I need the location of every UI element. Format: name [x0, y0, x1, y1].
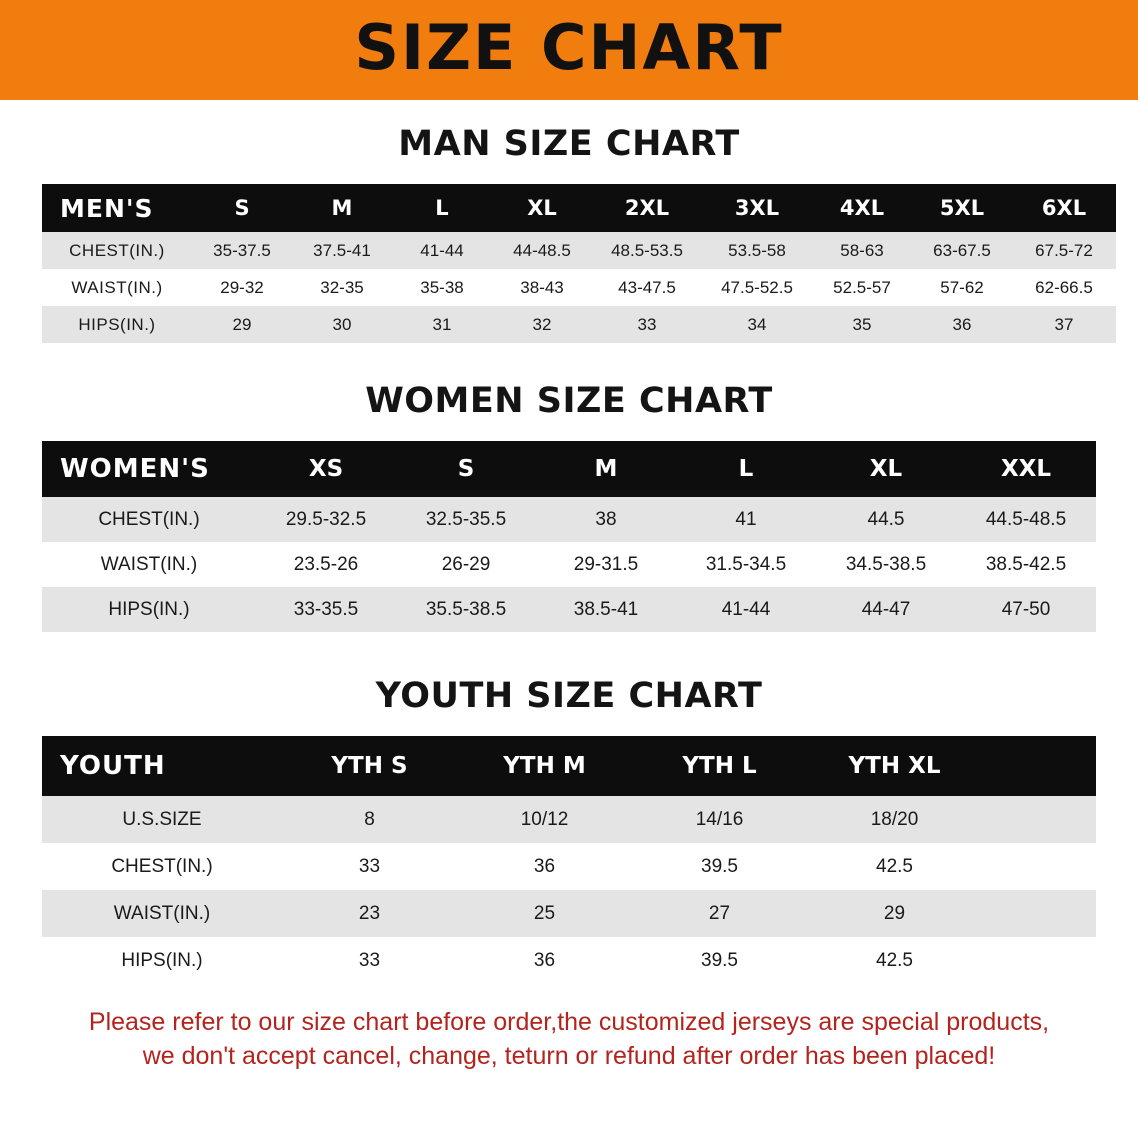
- women-col-header: L: [676, 441, 816, 497]
- women-cell: 38.5-42.5: [956, 542, 1096, 587]
- youth-cell: 36: [457, 937, 632, 984]
- youth-cell: 14/16: [632, 796, 807, 843]
- youth-cell: 18/20: [807, 796, 982, 843]
- youth-cell: 39.5: [632, 843, 807, 890]
- table-row: [42, 232, 1116, 269]
- youth-cell: 27: [632, 890, 807, 937]
- table-row: [42, 843, 1096, 890]
- page-banner: [0, 0, 1138, 100]
- women-cell: 38: [536, 497, 676, 542]
- man-cell: 63-67.5: [912, 232, 1012, 269]
- man-cell: 53.5-58: [702, 232, 812, 269]
- women-cell: 33-35.5: [256, 587, 396, 632]
- table-row: [42, 497, 1096, 542]
- youth-cell: 33: [282, 937, 457, 984]
- man-cell: 57-62: [912, 269, 1012, 306]
- women-cell: 35.5-38.5: [396, 587, 536, 632]
- women-row-label: WAIST(IN.): [42, 542, 256, 587]
- man-col-header: XL: [492, 184, 592, 232]
- man-cell: 52.5-57: [812, 269, 912, 306]
- women-col-header: S: [396, 441, 536, 497]
- table-row: [42, 542, 1096, 587]
- man-row-label: WAIST(IN.): [42, 269, 192, 306]
- page-title: SIZE CHART: [354, 11, 784, 84]
- man-cell: 31: [392, 306, 492, 343]
- women-col-header: M: [536, 441, 676, 497]
- women-table-header-row: [42, 441, 1096, 497]
- man-header-label: MEN'S: [42, 184, 192, 232]
- women-header-label: WOMEN'S: [42, 441, 256, 497]
- women-cell: 41: [676, 497, 816, 542]
- youth-cell: 36: [457, 843, 632, 890]
- man-cell: 37.5-41: [292, 232, 392, 269]
- man-cell: 35: [812, 306, 912, 343]
- man-cell: 48.5-53.5: [592, 232, 702, 269]
- man-cell: 38-43: [492, 269, 592, 306]
- man-col-header: 5XL: [912, 184, 1012, 232]
- table-row: [42, 937, 1096, 984]
- youth-col-header: YTH XL: [807, 736, 982, 796]
- man-col-header: 6XL: [1012, 184, 1116, 232]
- man-table-wrapper: [42, 184, 1096, 343]
- women-col-header: XXL: [956, 441, 1096, 497]
- youth-size-table: [42, 736, 1096, 984]
- man-col-header: S: [192, 184, 292, 232]
- youth-col-header: YTH S: [282, 736, 457, 796]
- man-cell: 34: [702, 306, 812, 343]
- youth-table-header-row: [42, 736, 1096, 796]
- man-table-header-row: [42, 184, 1116, 232]
- disclaimer-line-2: we don't accept cancel, change, teturn or refund after order has been placed!: [142, 1041, 996, 1070]
- women-cell: 47-50: [956, 587, 1096, 632]
- man-cell: 43-47.5: [592, 269, 702, 306]
- youth-cell-spacer: [982, 843, 1096, 890]
- youth-cell: 23: [282, 890, 457, 937]
- table-row: [42, 587, 1096, 632]
- man-cell: 62-66.5: [1012, 269, 1116, 306]
- youth-cell: 25: [457, 890, 632, 937]
- man-cell: 32-35: [292, 269, 392, 306]
- man-cell: 33: [592, 306, 702, 343]
- women-cell: 29-31.5: [536, 542, 676, 587]
- women-cell: 34.5-38.5: [816, 542, 956, 587]
- table-row: [42, 306, 1116, 343]
- man-section-title: MAN SIZE CHART: [398, 124, 740, 164]
- women-cell: 26-29: [396, 542, 536, 587]
- youth-cell-spacer: [982, 890, 1096, 937]
- man-cell: 35-37.5: [192, 232, 292, 269]
- women-section-title: WOMEN SIZE CHART: [365, 381, 773, 421]
- youth-cell: 33: [282, 843, 457, 890]
- man-cell: 37: [1012, 306, 1116, 343]
- youth-row-label: CHEST(IN.): [42, 843, 282, 890]
- women-cell: 32.5-35.5: [396, 497, 536, 542]
- youth-cell: 10/12: [457, 796, 632, 843]
- table-row: [42, 890, 1096, 937]
- youth-row-label: U.S.SIZE: [42, 796, 282, 843]
- man-cell: 32: [492, 306, 592, 343]
- table-row: [42, 269, 1116, 306]
- man-cell: 29: [192, 306, 292, 343]
- man-cell: 29-32: [192, 269, 292, 306]
- youth-row-label: HIPS(IN.): [42, 937, 282, 984]
- man-cell: 35-38: [392, 269, 492, 306]
- women-row-label: CHEST(IN.): [42, 497, 256, 542]
- youth-cell: 39.5: [632, 937, 807, 984]
- table-row: [42, 796, 1096, 843]
- man-col-header: M: [292, 184, 392, 232]
- youth-cell-spacer: [982, 796, 1096, 843]
- youth-table-wrapper: [42, 736, 1096, 984]
- man-cell: 41-44: [392, 232, 492, 269]
- women-cell: 44-47: [816, 587, 956, 632]
- youth-col-header: YTH L: [632, 736, 807, 796]
- man-row-label: CHEST(IN.): [42, 232, 192, 269]
- youth-cell: 29: [807, 890, 982, 937]
- women-cell: 44.5-48.5: [956, 497, 1096, 542]
- man-cell: 36: [912, 306, 1012, 343]
- youth-col-header: YTH M: [457, 736, 632, 796]
- youth-row-label: WAIST(IN.): [42, 890, 282, 937]
- women-col-header: XL: [816, 441, 956, 497]
- women-table-wrapper: [42, 441, 1096, 632]
- youth-cell: 42.5: [807, 843, 982, 890]
- women-cell: 23.5-26: [256, 542, 396, 587]
- youth-cell: 8: [282, 796, 457, 843]
- man-cell: 67.5-72: [1012, 232, 1116, 269]
- man-row-label: HIPS(IN.): [42, 306, 192, 343]
- women-cell: 31.5-34.5: [676, 542, 816, 587]
- disclaimer-note: [40, 1006, 1098, 1074]
- youth-header-spacer: [982, 736, 1096, 796]
- women-size-table: [42, 441, 1096, 632]
- women-row-label: HIPS(IN.): [42, 587, 256, 632]
- women-col-header: XS: [256, 441, 396, 497]
- disclaimer-line-1: Please refer to our size chart before order,the customized jerseys are special products,: [88, 1008, 1050, 1036]
- youth-header-label: YOUTH: [42, 736, 282, 796]
- man-size-table: [42, 184, 1116, 343]
- man-cell: 47.5-52.5: [702, 269, 812, 306]
- man-col-header: 4XL: [812, 184, 912, 232]
- women-cell: 41-44: [676, 587, 816, 632]
- women-cell: 29.5-32.5: [256, 497, 396, 542]
- man-col-header: L: [392, 184, 492, 232]
- youth-cell-spacer: [982, 937, 1096, 984]
- man-cell: 58-63: [812, 232, 912, 269]
- youth-cell: 42.5: [807, 937, 982, 984]
- man-cell: 44-48.5: [492, 232, 592, 269]
- youth-section-title: YOUTH SIZE CHART: [375, 676, 763, 716]
- women-cell: 38.5-41: [536, 587, 676, 632]
- women-cell: 44.5: [816, 497, 956, 542]
- man-col-header: 2XL: [592, 184, 702, 232]
- man-col-header: 3XL: [702, 184, 812, 232]
- man-cell: 30: [292, 306, 392, 343]
